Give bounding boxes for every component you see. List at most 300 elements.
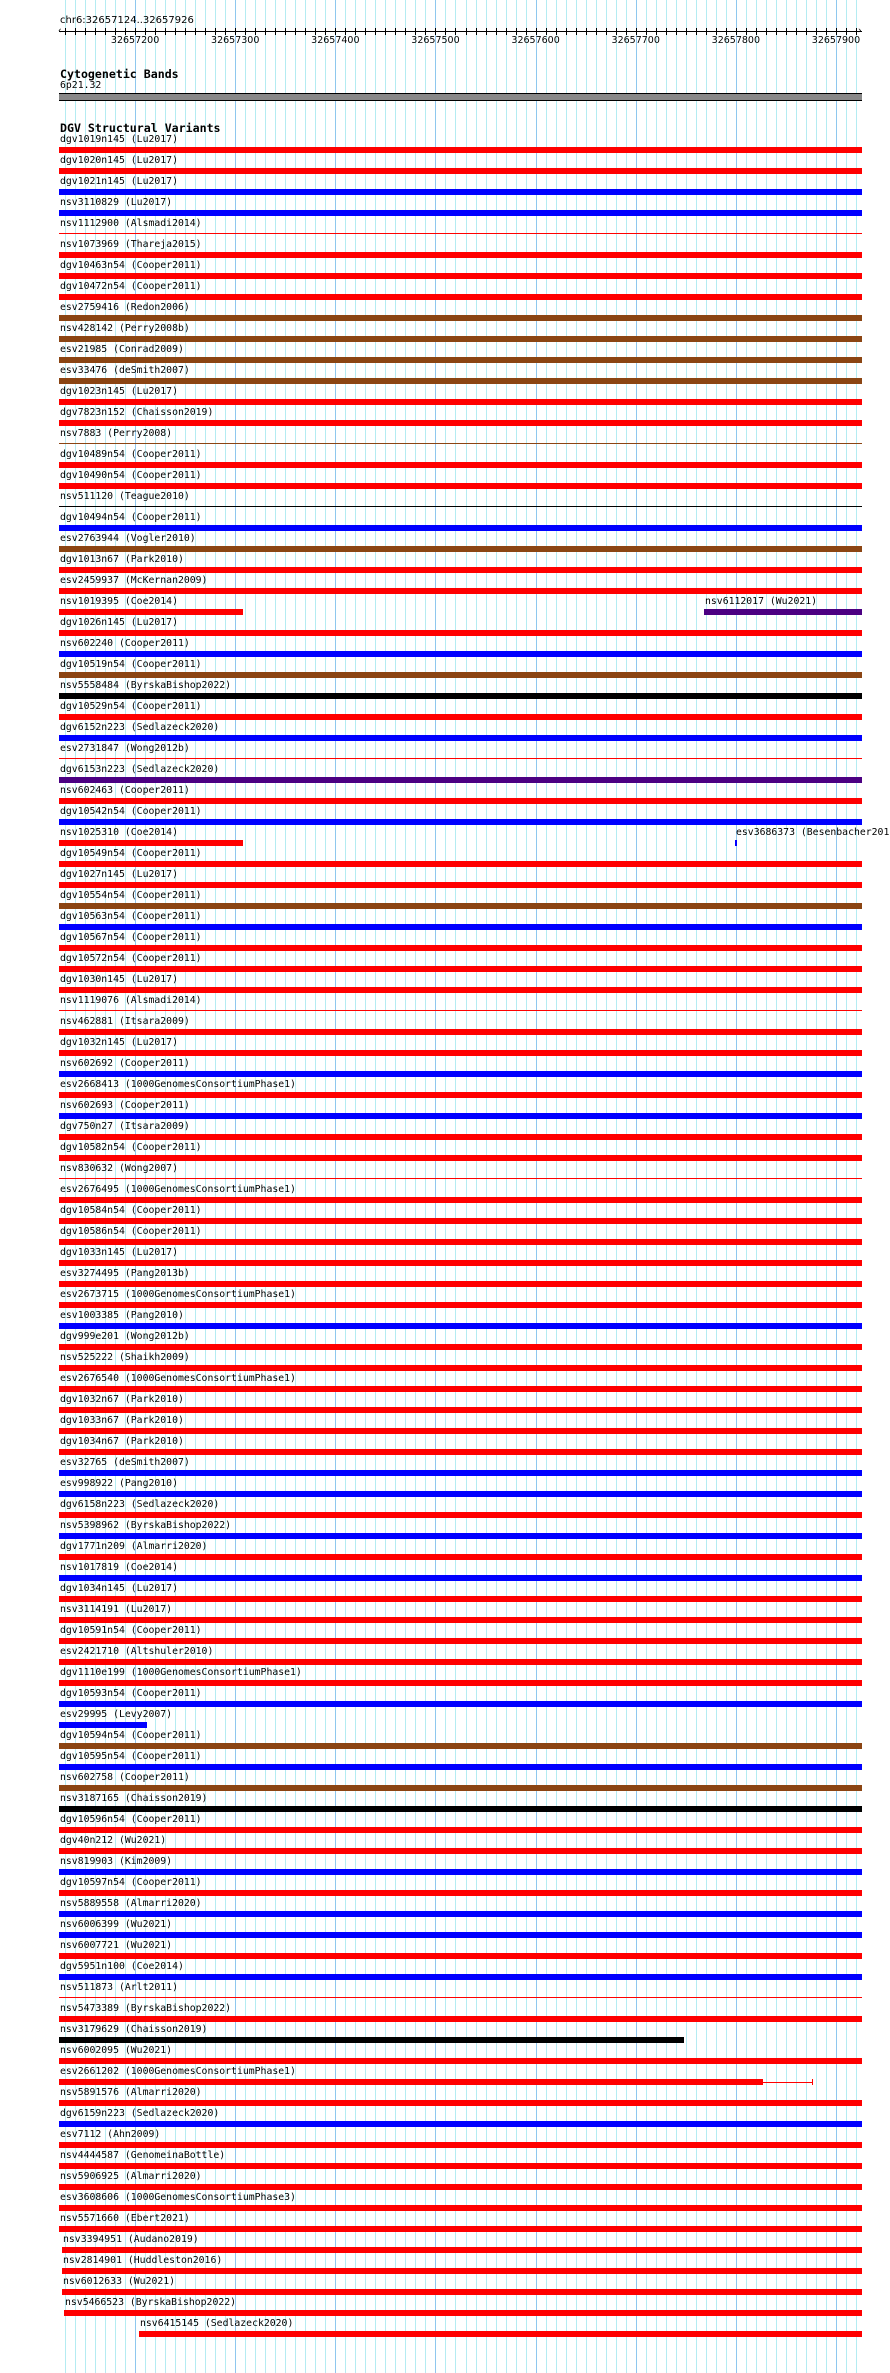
variant-label[interactable]: dgv10529n54 (Cooper2011): [60, 701, 202, 712]
variant-label[interactable]: dgv750n27 (Itsara2009): [60, 1121, 190, 1132]
ruler-tick: [225, 28, 226, 35]
variant-bar[interactable]: [59, 1680, 862, 1686]
ruler-tick: [345, 28, 346, 35]
variant-label[interactable]: nsv6112017 (Wu2021): [705, 596, 818, 607]
variant-label[interactable]: dgv10594n54 (Cooper2011): [60, 1730, 202, 1741]
variant-label[interactable]: esv2759416 (Redon2006): [60, 302, 190, 313]
variant-label[interactable]: dgv1033n67 (Park2010): [60, 1415, 184, 1426]
variant-label[interactable]: dgv6152n223 (Sedlazeck2020): [60, 722, 220, 733]
variant-label[interactable]: nsv511120 (Teague2010): [60, 491, 190, 502]
variant-label[interactable]: nsv462881 (Itsara2009): [60, 1016, 190, 1027]
variant-bar[interactable]: [59, 315, 862, 321]
variant-label[interactable]: nsv5466523 (ByrskaBishop2022): [65, 2297, 237, 2308]
variant-label[interactable]: dgv1021n145 (Lu2017): [60, 176, 178, 187]
variant-label[interactable]: dgv10563n54 (Cooper2011): [60, 911, 202, 922]
variant-label[interactable]: dgv10567n54 (Cooper2011): [60, 932, 202, 943]
variant-bar[interactable]: [59, 1827, 862, 1833]
variant-label[interactable]: nsv602240 (Cooper2011): [60, 638, 190, 649]
ruler-tick-label: 32657900: [811, 35, 861, 46]
variant-bar[interactable]: [59, 735, 862, 741]
variant-label[interactable]: nsv830632 (Wong2007): [60, 1163, 178, 1174]
variant-label[interactable]: dgv5951n100 (Coe2014): [60, 1961, 184, 1972]
variant-bar[interactable]: [59, 1029, 862, 1035]
variant-bar[interactable]: [59, 567, 862, 573]
variant-label[interactable]: dgv10582n54 (Cooper2011): [60, 1142, 202, 1153]
cytoband-bar[interactable]: [59, 93, 862, 101]
variant-label[interactable]: dgv1026n145 (Lu2017): [60, 617, 178, 628]
variant-label[interactable]: nsv6002095 (Wu2021): [60, 2045, 173, 2056]
ruler-tick: [516, 28, 517, 35]
variant-bar[interactable]: [59, 651, 862, 657]
variant-bar[interactable]: [59, 1848, 862, 1854]
variant-bar[interactable]: [59, 630, 862, 636]
variant-label[interactable]: esv3686373 (Besenbacher201: [736, 827, 890, 838]
variant-label[interactable]: esv7112 (Ahn2009): [60, 2129, 161, 2140]
variant-bar[interactable]: [139, 2331, 862, 2337]
ruler-tick-label: 32657600: [511, 35, 560, 46]
variant-label[interactable]: nsv6007721 (Wu2021): [60, 1940, 173, 1951]
variant-bar[interactable]: [59, 1365, 862, 1371]
variant-label[interactable]: nsv1073969 (Thareja2015): [60, 239, 202, 250]
dgv-track-title: DGV Structural Variants: [60, 121, 221, 135]
variant-bar[interactable]: [59, 1010, 862, 1011]
variant-bar[interactable]: [59, 357, 862, 363]
ruler-tick: [245, 28, 246, 35]
variant-bar[interactable]: [59, 903, 862, 909]
variant-bar[interactable]: [59, 2121, 862, 2127]
ruler-tick: [195, 28, 196, 35]
variant-bar[interactable]: [59, 483, 862, 489]
variant-bar[interactable]: [62, 2268, 862, 2274]
variant-bar[interactable]: [59, 1407, 862, 1413]
variant-bar[interactable]: [59, 924, 862, 930]
variant-label[interactable]: dgv10490n54 (Cooper2011): [60, 470, 202, 481]
variant-bar[interactable]: [59, 1491, 862, 1497]
variant-bar[interactable]: [59, 1764, 862, 1770]
ruler-tick-label: 32657300: [211, 35, 260, 46]
variant-label[interactable]: esv2421710 (Altshuler2010): [60, 1646, 214, 1657]
ruler-tick: [295, 28, 296, 35]
ruler-tick: [466, 28, 467, 35]
ruler-tick: [606, 28, 607, 35]
variant-label[interactable]: nsv5906925 (Almarri2020): [60, 2171, 202, 2182]
variant-label[interactable]: dgv10472n54 (Cooper2011): [60, 281, 202, 292]
variant-label[interactable]: nsv1112900 (Alsmadi2014): [60, 218, 202, 229]
ruler-tick: [115, 28, 116, 35]
variant-bar[interactable]: [59, 1239, 862, 1245]
variant-bar[interactable]: [59, 672, 862, 678]
variant-bar[interactable]: [59, 777, 862, 783]
ruler-tick: [265, 28, 266, 35]
variant-bar[interactable]: [59, 588, 862, 594]
variant-label[interactable]: nsv602758 (Cooper2011): [60, 1772, 190, 1783]
variant-bar[interactable]: [59, 1449, 862, 1455]
variant-bar[interactable]: [59, 168, 862, 174]
variant-bar[interactable]: [59, 420, 862, 426]
variant-bar[interactable]: [59, 525, 862, 531]
variant-label[interactable]: nsv2814901 (Huddleston2016): [63, 2255, 223, 2266]
ruler-tick: [205, 28, 206, 35]
variant-label[interactable]: dgv10542n54 (Cooper2011): [60, 806, 202, 817]
variant-label[interactable]: dgv999e201 (Wong2012b): [60, 1331, 190, 1342]
ruler-tick-label: 32657200: [110, 35, 160, 46]
ruler-tick: [576, 28, 577, 35]
ruler-tick: [425, 28, 426, 35]
variant-bar[interactable]: [59, 945, 862, 951]
variant-label[interactable]: dgv1027n145 (Lu2017): [60, 869, 178, 880]
variant-bar[interactable]: [59, 399, 862, 405]
ruler-tick: [656, 28, 657, 35]
variant-bar[interactable]: [62, 2247, 862, 2253]
ruler-tick: [496, 28, 497, 35]
variant-bar[interactable]: [59, 378, 862, 384]
ruler-tick: [796, 28, 797, 35]
variant-bar[interactable]: [59, 1932, 862, 1938]
variant-bar[interactable]: [59, 210, 862, 216]
variant-bar[interactable]: [59, 1386, 862, 1392]
scroll-left-arrow-icon[interactable]: ‹: [58, 26, 62, 36]
variant-bar[interactable]: [59, 1911, 862, 1917]
variant-bar[interactable]: [59, 1302, 862, 1308]
variant-bar[interactable]: [59, 1260, 862, 1266]
variant-bar[interactable]: [59, 882, 862, 888]
variant-bar[interactable]: [59, 273, 862, 279]
ruler-tick: [806, 28, 807, 35]
ruler-tick: [676, 28, 677, 35]
variant-bar[interactable]: [59, 2184, 862, 2190]
ruler-tick: [596, 28, 597, 35]
variant-bar[interactable]: [59, 1428, 862, 1434]
variant-bar[interactable]: [59, 1050, 862, 1056]
variant-bar[interactable]: [59, 1155, 862, 1161]
variant-whisker-cap: [812, 2079, 813, 2085]
variant-bar[interactable]: [59, 2205, 862, 2211]
variant-label[interactable]: esv2676495 (1000GenomesConsortiumPhase1): [60, 1184, 296, 1195]
variant-label[interactable]: nsv3394951 (Audano2019): [63, 2234, 199, 2245]
ruler-tick: [385, 28, 386, 35]
variant-label[interactable]: esv2673715 (1000GenomesConsortiumPhase1): [60, 1289, 296, 1300]
ruler-tick: [285, 28, 286, 35]
variant-bar[interactable]: [59, 1554, 862, 1560]
variant-label[interactable]: dgv1023n145 (Lu2017): [60, 386, 178, 397]
variant-label[interactable]: nsv602692 (Cooper2011): [60, 1058, 190, 1069]
ruler-tick: [375, 28, 376, 35]
variant-bar[interactable]: [59, 1890, 862, 1896]
variant-bar[interactable]: [59, 1869, 862, 1875]
ruler-tick: [716, 28, 717, 35]
ruler-tick: [85, 28, 86, 35]
ruler-tick: [506, 28, 507, 35]
ruler-tick: [215, 28, 216, 35]
variant-label[interactable]: nsv602693 (Cooper2011): [60, 1100, 190, 1111]
ruler-tick: [786, 28, 787, 35]
ruler-tick-label: 32657700: [611, 35, 660, 46]
ruler-tick-label: 32657400: [311, 35, 360, 46]
variant-label[interactable]: dgv1030n145 (Lu2017): [60, 974, 178, 985]
variant-label[interactable]: dgv10584n54 (Cooper2011): [60, 1205, 202, 1216]
variant-label[interactable]: esv2661202 (1000GenomesConsortiumPhase1): [60, 2066, 296, 2077]
variant-label[interactable]: nsv1025310 (Coe2014): [60, 827, 178, 838]
ruler-tick: [826, 28, 827, 35]
variant-label[interactable]: nsv525222 (Shaikh2009): [60, 1352, 190, 1363]
variant-label[interactable]: dgv6153n223 (Sedlazeck2020): [60, 764, 220, 775]
variant-label[interactable]: esv29995 (Levy2007): [60, 1709, 173, 1720]
variant-bar[interactable]: [59, 1323, 862, 1329]
ruler-tick: [415, 28, 416, 35]
variant-bar[interactable]: [59, 2100, 862, 2106]
variant-bar[interactable]: [59, 2079, 763, 2085]
variant-bar[interactable]: [59, 758, 862, 759]
ruler-tick: [165, 28, 166, 35]
variant-label[interactable]: nsv1119076 (Alsmadi2014): [60, 995, 202, 1006]
ruler-tick: [455, 28, 456, 35]
variant-label[interactable]: dgv1033n145 (Lu2017): [60, 1247, 178, 1258]
variant-label[interactable]: dgv10586n54 (Cooper2011): [60, 1226, 202, 1237]
variant-label[interactable]: nsv5398962 (ByrskaBishop2022): [60, 1520, 232, 1531]
ruler-tick: [405, 28, 406, 35]
variant-bar[interactable]: [59, 1134, 862, 1140]
variant-bar[interactable]: [59, 546, 862, 552]
variant-label[interactable]: dgv10572n54 (Cooper2011): [60, 953, 202, 964]
ruler-tick: [696, 28, 697, 35]
variant-label[interactable]: dgv1110e199 (1000GenomesConsortiumPhase1): [60, 1667, 302, 1678]
ruler-tick: [776, 28, 777, 35]
ruler-tick: [255, 28, 256, 35]
variant-label[interactable]: dgv40n212 (Wu2021): [60, 1835, 167, 1846]
ruler-tick: [486, 28, 487, 35]
ruler-tick: [756, 28, 757, 35]
variant-label[interactable]: dgv1032n145 (Lu2017): [60, 1037, 178, 1048]
variant-label[interactable]: esv2668413 (1000GenomesConsortiumPhase1): [60, 1079, 296, 1090]
variant-label[interactable]: nsv3187165 (Chaisson2019): [60, 1793, 208, 1804]
variant-bar[interactable]: [59, 1533, 862, 1539]
ruler-tick: [646, 28, 647, 35]
variant-bar[interactable]: [59, 1281, 862, 1287]
ruler-tick: [626, 28, 627, 35]
variant-bar[interactable]: [59, 714, 862, 720]
variant-label[interactable]: nsv1017819 (Coe2014): [60, 1562, 178, 1573]
variant-bar[interactable]: [59, 147, 862, 153]
variant-label[interactable]: dgv10596n54 (Cooper2011): [60, 1814, 202, 1825]
variant-bar[interactable]: [59, 819, 862, 825]
variant-label[interactable]: nsv3110829 (Lu2017): [60, 197, 173, 208]
variant-bar[interactable]: [735, 840, 737, 846]
variant-label[interactable]: nsv6415145 (Sedlazeck2020): [140, 2318, 294, 2329]
variant-label[interactable]: nsv6006399 (Wu2021): [60, 1919, 173, 1930]
ruler-tick: [325, 28, 326, 35]
variant-label[interactable]: nsv3114191 (Lu2017): [60, 1604, 173, 1615]
ruler-tick: [586, 28, 587, 35]
ruler-tick: [65, 28, 66, 35]
variant-bar[interactable]: [59, 189, 862, 195]
variant-label[interactable]: dgv10494n54 (Cooper2011): [60, 512, 202, 523]
ruler-tick: [476, 28, 477, 35]
variant-bar[interactable]: [59, 462, 862, 468]
variant-label[interactable]: dgv1034n145 (Lu2017): [60, 1583, 178, 1594]
variant-bar[interactable]: [59, 1659, 862, 1665]
variant-bar[interactable]: [59, 506, 862, 507]
variant-bar[interactable]: [64, 2310, 862, 2316]
variant-bar[interactable]: [59, 693, 862, 699]
variant-label[interactable]: esv3274495 (Pang2013b): [60, 1268, 190, 1279]
variant-bar[interactable]: [59, 1113, 862, 1119]
variant-label[interactable]: dgv1034n67 (Park2010): [60, 1436, 184, 1447]
variant-label[interactable]: nsv511873 (Arlt2011): [60, 1982, 178, 1993]
variant-label[interactable]: nsv428142 (Perry2008b): [60, 323, 190, 334]
variant-label[interactable]: esv32765 (deSmith2007): [60, 1457, 190, 1468]
variant-bar[interactable]: [59, 1344, 862, 1350]
variant-label[interactable]: nsv5889558 (Almarri2020): [60, 1898, 202, 1909]
ruler-tick: [836, 28, 837, 35]
variant-label[interactable]: nsv6012633 (Wu2021): [63, 2276, 176, 2287]
ruler-tick: [556, 28, 557, 35]
variant-bar[interactable]: [59, 840, 243, 846]
variant-label[interactable]: nsv5571660 (Ebert2021): [60, 2213, 190, 2224]
variant-bar[interactable]: [59, 2058, 862, 2064]
variant-label[interactable]: dgv1019n145 (Lu2017): [60, 134, 178, 145]
variant-bar[interactable]: [62, 2289, 862, 2295]
variant-bar[interactable]: [59, 1806, 862, 1812]
variant-bar[interactable]: [59, 2226, 862, 2232]
ruler-tick: [566, 28, 567, 35]
variant-label[interactable]: dgv1771n209 (Almarri2020): [60, 1541, 208, 1552]
variant-bar[interactable]: [59, 1178, 862, 1179]
ruler-tick: [766, 28, 767, 35]
variant-bar[interactable]: [59, 1218, 862, 1224]
variant-label[interactable]: esv1003385 (Pang2010): [60, 1310, 184, 1321]
variant-label[interactable]: dgv10489n54 (Cooper2011): [60, 449, 202, 460]
variant-label[interactable]: dgv10595n54 (Cooper2011): [60, 1751, 202, 1762]
variant-label[interactable]: esv2459937 (McKernan2009): [60, 575, 208, 586]
cytoband-track-title: Cytogenetic Bands: [60, 67, 179, 81]
variant-bar[interactable]: [59, 1743, 862, 1749]
ruler-tick: [666, 28, 667, 35]
variant-label[interactable]: nsv4444587 (GenomeinaBottle): [60, 2150, 226, 2161]
variant-label[interactable]: dgv7823n152 (Chaisson2019): [60, 407, 214, 418]
variant-label[interactable]: esv2731847 (Wong2012b): [60, 743, 190, 754]
variant-bar[interactable]: [59, 1512, 862, 1518]
variant-bar[interactable]: [59, 233, 862, 234]
ruler-tick: [125, 28, 126, 35]
variant-bar[interactable]: [59, 1997, 862, 1998]
variant-label[interactable]: nsv819903 (Kim2009): [60, 1856, 173, 1867]
ruler-tick: [185, 28, 186, 35]
ruler-tick: [395, 28, 396, 35]
variant-label[interactable]: dgv1013n67 (Park2010): [60, 554, 184, 565]
variant-bar[interactable]: [59, 1596, 862, 1602]
ruler-tick: [135, 28, 136, 35]
variant-bar[interactable]: [59, 609, 243, 615]
variant-bar[interactable]: [59, 966, 862, 972]
variant-label[interactable]: dgv10554n54 (Cooper2011): [60, 890, 202, 901]
ruler-tick: [365, 28, 366, 35]
ruler-axis: [59, 31, 862, 32]
ruler-tick: [546, 28, 547, 35]
variant-bar[interactable]: [59, 1071, 862, 1077]
ruler-tick: [315, 28, 316, 35]
variant-bar[interactable]: [59, 1785, 862, 1791]
variant-bar[interactable]: [59, 252, 862, 258]
variant-bar[interactable]: [59, 1953, 862, 1959]
variant-label[interactable]: dgv6158n223 (Sedlazeck2020): [60, 1499, 220, 1510]
variant-label[interactable]: nsv3179629 (Chaisson2019): [60, 2024, 208, 2035]
variant-label[interactable]: nsv5473389 (ByrskaBishop2022): [60, 2003, 232, 2014]
ruler-tick: [105, 28, 106, 35]
variant-bar[interactable]: [59, 2037, 684, 2043]
ruler-tick: [856, 28, 857, 35]
variant-bar[interactable]: [59, 1092, 862, 1098]
variant-bar[interactable]: [59, 2016, 862, 2022]
ruler-tick: [686, 28, 687, 35]
scroll-right-arrow-icon[interactable]: ›: [858, 26, 862, 36]
variant-bar[interactable]: [59, 1722, 147, 1728]
variant-label[interactable]: dgv1032n67 (Park2010): [60, 1394, 184, 1405]
ruler-tick: [335, 28, 336, 35]
variant-bar[interactable]: [59, 336, 862, 342]
variant-label[interactable]: dgv1020n145 (Lu2017): [60, 155, 178, 166]
ruler-tick: [435, 28, 436, 35]
ruler-tick: [305, 28, 306, 35]
variant-label[interactable]: dgv10597n54 (Cooper2011): [60, 1877, 202, 1888]
variant-bar[interactable]: [59, 1638, 862, 1644]
ruler-tick: [235, 28, 236, 35]
ruler-tick: [726, 28, 727, 35]
variant-label[interactable]: esv2763944 (Vogler2010): [60, 533, 196, 544]
variant-label[interactable]: dgv10463n54 (Cooper2011): [60, 260, 202, 271]
variant-label[interactable]: dgv10519n54 (Cooper2011): [60, 659, 202, 670]
variant-bar[interactable]: [59, 861, 862, 867]
variant-bar[interactable]: [59, 443, 862, 444]
variant-label[interactable]: nsv5558484 (ByrskaBishop2022): [60, 680, 232, 691]
variant-bar[interactable]: [59, 987, 862, 993]
variant-label[interactable]: nsv602463 (Cooper2011): [60, 785, 190, 796]
variant-label[interactable]: dgv10591n54 (Cooper2011): [60, 1625, 202, 1636]
variant-bar[interactable]: [59, 1701, 862, 1707]
cytoband-label: 6p21.32: [60, 80, 102, 91]
variant-label[interactable]: dgv10549n54 (Cooper2011): [60, 848, 202, 859]
variant-label[interactable]: nsv7883 (Perry2008): [60, 428, 173, 439]
variant-label[interactable]: nsv1019395 (Coe2014): [60, 596, 178, 607]
ruler-tick: [536, 28, 537, 35]
ruler-tick: [155, 28, 156, 35]
variant-bar[interactable]: [59, 294, 862, 300]
variant-bar[interactable]: [59, 2142, 862, 2148]
ruler-tick: [275, 28, 276, 35]
variant-bar[interactable]: [59, 1197, 862, 1203]
variant-label[interactable]: esv2676540 (1000GenomesConsortiumPhase1): [60, 1373, 296, 1384]
variant-bar[interactable]: [59, 2163, 862, 2169]
variant-bar[interactable]: [59, 1470, 862, 1476]
variant-label[interactable]: esv21985 (Conrad2009): [60, 344, 184, 355]
variant-bar[interactable]: [59, 1974, 862, 1980]
variant-label[interactable]: esv3608606 (1000GenomesConsortiumPhase3): [60, 2192, 296, 2203]
variant-label[interactable]: nsv5891576 (Almarri2020): [60, 2087, 202, 2098]
variant-bar[interactable]: [59, 1617, 862, 1623]
ruler-tick: [816, 28, 817, 35]
variant-label[interactable]: esv998922 (Pang2010): [60, 1478, 178, 1489]
ruler-tick-label: 32657800: [711, 35, 761, 46]
variant-bar[interactable]: [59, 1575, 862, 1581]
ruler-tick: [736, 28, 737, 35]
variant-label[interactable]: dgv10593n54 (Cooper2011): [60, 1688, 202, 1699]
ruler-tick: [706, 28, 707, 35]
variant-label[interactable]: dgv6159n223 (Sedlazeck2020): [60, 2108, 220, 2119]
ruler-tick-label: 32657500: [411, 35, 460, 46]
variant-label[interactable]: esv33476 (deSmith2007): [60, 365, 190, 376]
variant-bar[interactable]: [59, 798, 862, 804]
location-label: chr6:32657124..32657926: [60, 15, 194, 26]
variant-bar[interactable]: [704, 609, 862, 615]
